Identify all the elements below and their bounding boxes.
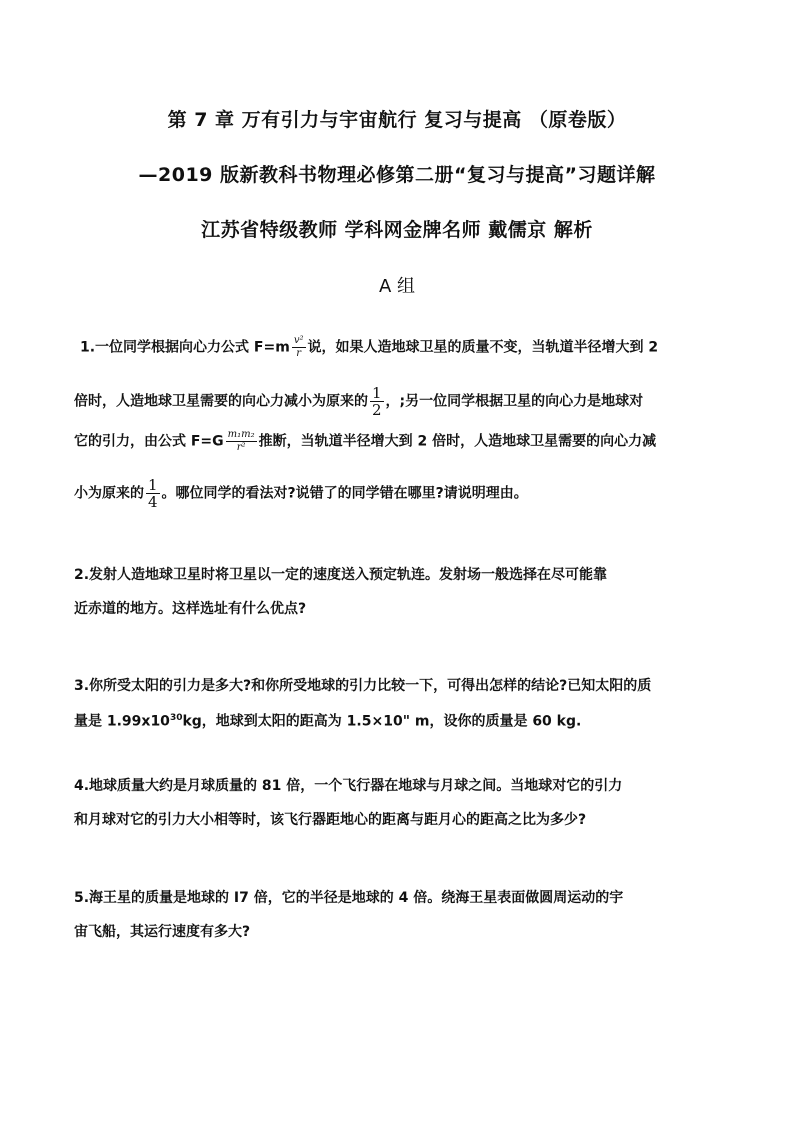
- question-1-line-2: 倍时，人造地球卫星需要的向心力减小为原来的 $\frac{1}{2}$ ，;另一位同学根据卫星的向心力是地球对: [74, 384, 644, 419]
- document-title: 第 7 章 万有引力与宇宙航行 复习与提高 （原卷版）: [167, 109, 627, 131]
- question-4-line-1: 4.地球质量大约是月球质量的 81 倍，一个飞行器在地球与月球之间。当地球对它的引力: [74, 778, 623, 794]
- question-5-line-1: 5.海王星的质量是地球的 I7 倍，它的半径是地球的 4 倍。绕海王星表面做圆周运动的宇: [74, 890, 624, 906]
- group-label: A 组: [378, 276, 416, 297]
- fraction-m1m2-over-r2: $\frac{\text{m₁m₂}}{\text{r²}}$: [227, 429, 255, 453]
- question-4-line-2: 和月球对它的引力大小相等时，该飞行器距地心的距离与距月心的距高之比为多少?: [74, 812, 587, 828]
- question-2-line-1: 2.发射人造地球卫星时将卫星以一定的速度送入预定轨连。发射场一般选择在尽可能靠: [74, 567, 608, 583]
- question-1-line-3: 它的引力，由公式 F=G $\frac{\text{m₁m₂}}{\text{r²}}$ 推断，当轨道半径增大到 2 倍时，人造地球卫星需要的向心力减: [74, 429, 657, 453]
- question-2-line-2: 近赤道的地方。这样选址有什么优点?: [74, 601, 307, 617]
- question-5-line-2: 宙飞船，其运行速度有多大?: [74, 924, 251, 940]
- question-1-line-4: 小为原来的 $\frac{1}{4}$ 。哪位同学的看法对?说错了的同学错在哪里?请说明理由。: [74, 476, 528, 511]
- document-author: 江苏省特级教师 学科网金牌名师 戴儒京 解析: [201, 219, 593, 241]
- document-subtitle: —2019 版新教科书物理必修第二册“复习与提高”习题详解: [138, 164, 656, 186]
- fraction-one-quarter: $\frac{1}{4}$: [148, 476, 158, 511]
- question-3-line-1: 3.你所受太阳的引力是多大?和你所受地球的引力比较一下，可得出怎样的结论?已知太阳的质: [74, 678, 652, 694]
- question-3-line-2: 量是 $1.99x10^{30}kg$，地球到太阳的距高为 1.5×10" m，设你的质量是 60 kg.: [74, 713, 582, 730]
- question-1-line-1: 1.一位同学根据向心力公式 F=m $\frac{\text{v²}}{r}$ 说，如果人造地球卫星的质量不变，当轨道半径增大到 2: [80, 335, 659, 359]
- fraction-v2-over-r: $\frac{\text{v²}}{r}$: [293, 335, 304, 359]
- fraction-one-half: $\frac{1}{2}$: [372, 384, 382, 419]
